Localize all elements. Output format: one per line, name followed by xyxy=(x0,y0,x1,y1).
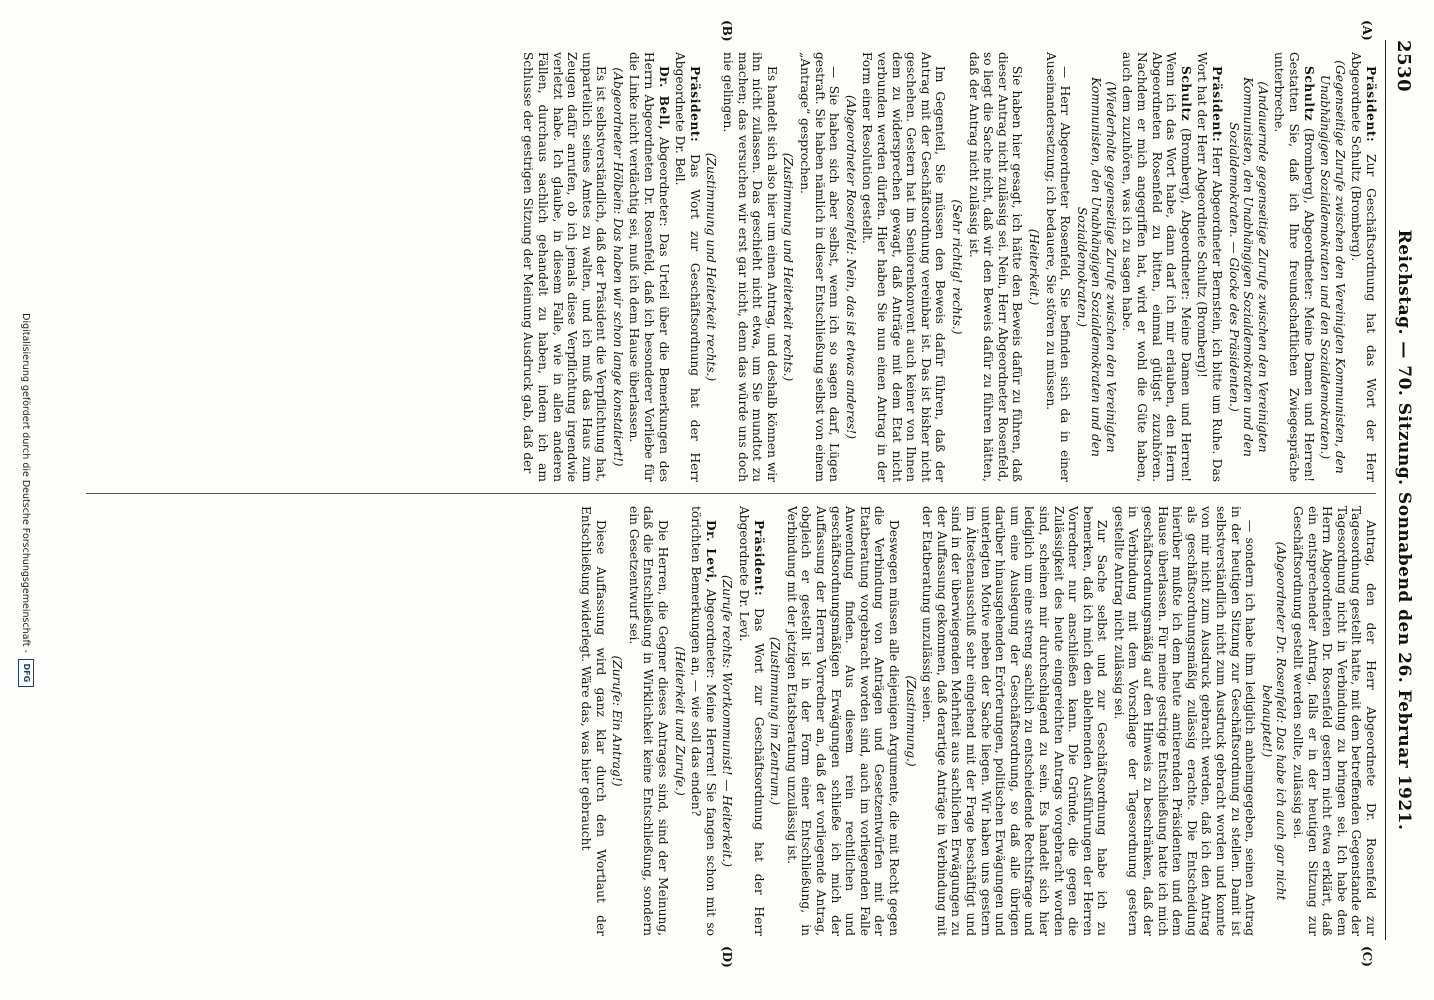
interjection: (Zustimmung und Heiterkeit rechts.) xyxy=(781,152,796,382)
paragraph-text: Abgeordneter: Meine Herren! Sie fangen schon mit so törichten Bemerkungen an, — wie soll das enden? xyxy=(689,506,718,936)
speaker-name: Präsident: xyxy=(1210,66,1225,143)
paragraph xyxy=(966,52,1024,482)
paragraph-text: Es ist selbstverständlich, daß der Präsident die Verpflichtung hat, unparteilich seines Amtes zu walten, und ich muß das Haus zum Zeugen dafür anrufen, ob ich jemals diese Verpflichtung irgendwie verletzt habe. Ich glaube, in diesem Falle, wie in allen anderen Fällen, durchaus sachlich gehandelt zu haben, indem ich am Schlusse der gestrigen Sitzung der Meinung Ausdruck gab, daß der xyxy=(521,52,609,482)
page-title: Reichstag. — 70. Sitzung. Sonnabend den 26. Februar 1921. xyxy=(1394,229,1414,831)
interjection: (Zurufe rechts: Wortkommunist! — Heiterkeit.) xyxy=(720,574,735,868)
paragraph xyxy=(784,506,901,936)
paragraph-text: Abgeordneter: Das Urteil über die Bemerkungen des Herrn Abgeordneten Dr. Rosenfeld, daß ich besonderer Vorliebe für die Linke nicht verdächtig sei, muß ich dem Hause überlassen. xyxy=(627,52,671,482)
interjection: (Abgeordneter Hölbein: Das haben wir schon lange konstatiert!) xyxy=(610,67,625,467)
margin-marker-d: (D) xyxy=(720,946,734,968)
speaker-name: Schultz xyxy=(1301,66,1316,122)
interjection: (Abgeordneter Rosenfeld: Nein, das ist etwas anderes!) xyxy=(843,95,858,439)
paragraph xyxy=(689,506,718,936)
paragraph xyxy=(1349,52,1378,482)
paragraph-text: (Bromberg), Abgeordneter: Meine Damen und Herren! Wenn ich das Wort habe, dann darf ich mir erlauben, den Herrn Abgeordneten Rosenfeld zu bitten, einmal gütigst zuzuhören. Nachdem er mich angegriffen hat, wird er wohl die Güte haben, auch dem zuzuhören, was ich zu sagen habe. xyxy=(1120,52,1193,482)
paragraph xyxy=(1272,52,1316,482)
interjection: (Zustimmung und Heiterkeit rechts.) xyxy=(704,152,719,382)
margin-marker-c: (C) xyxy=(1360,946,1374,967)
page-header xyxy=(1385,40,1422,940)
interjection: (Zustimmung.) xyxy=(903,675,918,767)
paragraph xyxy=(860,52,948,482)
paragraph-text: Die Herren, die Gegner dieses Antrages sind, sind der Meinung, daß die Entschließung in Wirklichkeit keine Entschließung, sondern ein Gesetzentwurf sei. xyxy=(626,506,671,936)
paragraph xyxy=(521,52,609,482)
margin-marker-a: (A) xyxy=(1360,20,1374,41)
paragraph-text: Im Gegenteil, Sie müssen den Beweis dafür führen, daß der Antrag mit der Geschäftsordnung vereinbar ist. Das ist bisher nicht geschehen. Gestern hat im Seniorenkonvent auch keiner von Ihnen dem zu widersprechen gewagt, daß Anträge mit dem Etat nicht verbunden werden dürfen. Hier haben Sie nun einen Antrag in der Form einer Resolution gestellt. xyxy=(860,52,948,482)
paragraph xyxy=(736,506,765,936)
text-column-left xyxy=(78,52,1378,482)
interjection: (Gegenseitige Zurufe zwischen den Vereinigten Kommunisten, den Unabhängigen Sozialdemokraten und den Sozialdemokraten.) xyxy=(1318,60,1347,474)
digitization-footer xyxy=(14,0,38,1000)
paragraph-text: — Herr Abgeordneter Rosenfeld, Sie befinden sich da in einer Auseinandersetzung; ich bedauere, Sie stören zu müssen. xyxy=(1043,52,1073,482)
text-column-right xyxy=(78,506,1378,936)
paragraph xyxy=(1195,52,1224,482)
paragraph-text: Es handelt sich also hier um einen Antrag, und deshalb können wir ihn nicht zulassen. Das geschieht nicht etwa, um Sie mundtot zu machen; das versuchen wir erst gar nicht, denn das würde uns doch nie gelingen. xyxy=(721,52,779,482)
paragraph xyxy=(1290,506,1378,936)
paragraph xyxy=(579,506,608,936)
paragraph-text: Zur Geschäftsordnung hat das Wort der Herr Abgeordnete Schultz (Bromberg). xyxy=(1349,52,1378,482)
paragraph xyxy=(1120,52,1193,482)
interjection: (Sehr richtig! rechts.) xyxy=(949,199,964,335)
paragraph xyxy=(1111,506,1257,936)
interjection: (Wiederholte gegenseitige Zurufe zwischen den Vereinigten Kommunisten, den Unabhängigen Sozialdemokraten und den Sozialdemokraten.) xyxy=(1074,77,1118,457)
paragraph xyxy=(720,52,778,482)
interjection: (Zustimmung im Zentrum.) xyxy=(768,636,783,806)
paragraph-text: Deswegen müssen alle diejenigen Argumente, die mit Recht gegen die Verbindung von Anträgen und Gesetzentwürfen mit der Etatberatung vorgebracht worden sind, auch im vorliegenden Falle Anwendung finden. Aus diesem rein rechtlichen und geschäftsordnungsmäßigen Erwägungen schließe ich mich der Auffassung der Herren Vorredner an, daß der vorliegende Antrag, obgleich er gestellt ist in der Form einer Entschließung, in Verbindung mit der jetzigen Etatsberatung unzulässig ist. xyxy=(784,506,901,936)
margin-marker-b: (B) xyxy=(720,20,734,42)
paragraph-text: (Bromberg), Abgeordneter: Meine Damen und Herren! Gestatten Sie, daß ich Ihre freundschaftlichen Zwiegespräche unterbreche. xyxy=(1272,52,1316,482)
paragraph-text: — sondern ich habe ihm lediglich anheimgegeben, seinen Antrag in der heutigen Sitzung zur Geschäftsordnung zu stellen. Damit ist selbstverständlich nicht zum Ausdruck gebracht worden und konnte von mir nicht zum Ausdruck gebracht werden, daß ich den Antrag als geschäftsordnungsmäßig zulässig erachte. Die Entscheidung hierüber mußte ich dem heute amtierenden Präsidenten und dem Hause überlassen. Für meine gestrige Entschließung hatte ich mich geschäftsordnungsmäßig auf den Hinweis zu beschränken, daß der in Verbindung mit dem Vorschlage der Tagesordnung gestern gestellte Antrag nicht zulässig sei. xyxy=(1111,506,1258,936)
paragraph-text: Das Wort zur Geschäftsordnung hat der Herr Abgeordnete Dr. Bell. xyxy=(673,52,702,482)
interjection: (Heiterkeit und Zurufe.) xyxy=(672,646,687,796)
speaker-name: Präsident: xyxy=(1364,66,1378,143)
paragraph-text: Zur Sache selbst und zur Geschäftsordnung habe ich zu bemerken, daß ich mich den ablehnenden Ausführungen der Herren Vorredner nur anschließen kann. Die Gründe, die gegen die Zulässigkeit des heute eingereichten Antrags vorgebracht worden sind, scheinen mir durchschlagend zu sein. Es handelt sich hier lediglich um eine streng sachlich zu entscheidende Rechtsfrage und um eine Auslegung der Geschäftsordnung, so daß alle übrigen darüber hinausgehenden Erörterungen, politischen Erwägungen und unterlegten Motive neben der Sache liegen. Wir haben uns gestern im Ältestenausschuß sehr eingehend mit der Frage beschäftigt und sind in der überwiegenden Mehrheit aus sachlichen Erwägungen zu der Auffassung gekommen, daß derartige Anträge in Verbindung mit der Etatberatung unzulässig seien. xyxy=(920,506,1110,936)
paragraph xyxy=(626,506,670,936)
paragraph-text: Sie haben hier gesagt, ich hätte den Beweis dafür zu führen, daß dieser Antrag nicht zulässig sei. Nein, Herr Abgeordneter Rosenfeld, so liegt die Sache nicht, daß wir den Beweis dafür zu führen hätten, daß der Antrag nicht zulässig ist. xyxy=(966,52,1025,482)
paragraph-text: Antrag, den der Herr Abgeordnete Dr. Rosenfeld zur Tagesordnung gestellt hatte, mit dem betreffenden Gegenstande der Tagesordnung nicht in Verbindung zu bringen sei. Ich habe dem Herrn Abgeordneten Dr. Rosenfeld gestern nicht etwa erklärt, daß ein entsprechender Antrag, falls er in der heutigen Sitzung zur Geschäftsordnung gestellt werden sollte, zulässig sei. xyxy=(1291,506,1378,936)
column-divider xyxy=(86,493,1376,494)
speaker-name: Schultz xyxy=(1178,66,1193,122)
paragraph xyxy=(1043,52,1072,482)
footer-text: Digitalisierung gefördert durch die Deutsche Forschungsgemeinschaft - xyxy=(20,313,32,653)
paragraph xyxy=(627,52,671,482)
paragraph-text: Diese Auffassung wird ganz klar durch den Wortlaut der Entschließung widerlegt. Wäre das, was hier gebraucht xyxy=(579,506,608,936)
paragraph xyxy=(920,506,1110,936)
speaker-name: Dr. Levi, xyxy=(703,520,718,584)
page-number: 2530 xyxy=(1393,40,1415,93)
dfg-logo-icon: DFG xyxy=(18,659,34,687)
paragraph xyxy=(797,52,841,482)
interjection: (Zurufe: Ein Antrag!) xyxy=(610,655,625,787)
paragraph-text: — Sie haben sich aber selbst, wenn ich so sagen darf, Lügen gestraft. Sie haben nämlich in dieser Entschließung selbst von einem „Antrage“ gesprochen. xyxy=(798,52,842,482)
speaker-name: Präsident: xyxy=(751,520,766,597)
interjection: (Abgeordneter Dr. Rosenfeld: Das habe ich auch gar nicht behauptet!) xyxy=(1259,541,1289,901)
paragraph-text: Das Wort zur Geschäftsordnung hat der Herr Abgeordnete Dr. Levi. xyxy=(737,506,766,936)
interjection: (Heiterkeit.) xyxy=(1026,228,1041,306)
speaker-name: Präsident: xyxy=(687,66,702,143)
interjection: (Andauernde gegenseitige Zurufe zwischen den Vereinigten Kommunisten, den Unabhängigen Sozialdemokraten und den Sozialdemokraten. — Glocke des Präsidenten.) xyxy=(1226,77,1270,457)
speaker-name: Dr. Bell, xyxy=(656,66,671,131)
paragraph-text: Herr Abgeordneter Bernstein, ich bitte um Ruhe. Das Wort hat der Herr Abgeordnete Schultz (Bromberg)! xyxy=(1195,52,1225,482)
paragraph xyxy=(673,52,702,482)
